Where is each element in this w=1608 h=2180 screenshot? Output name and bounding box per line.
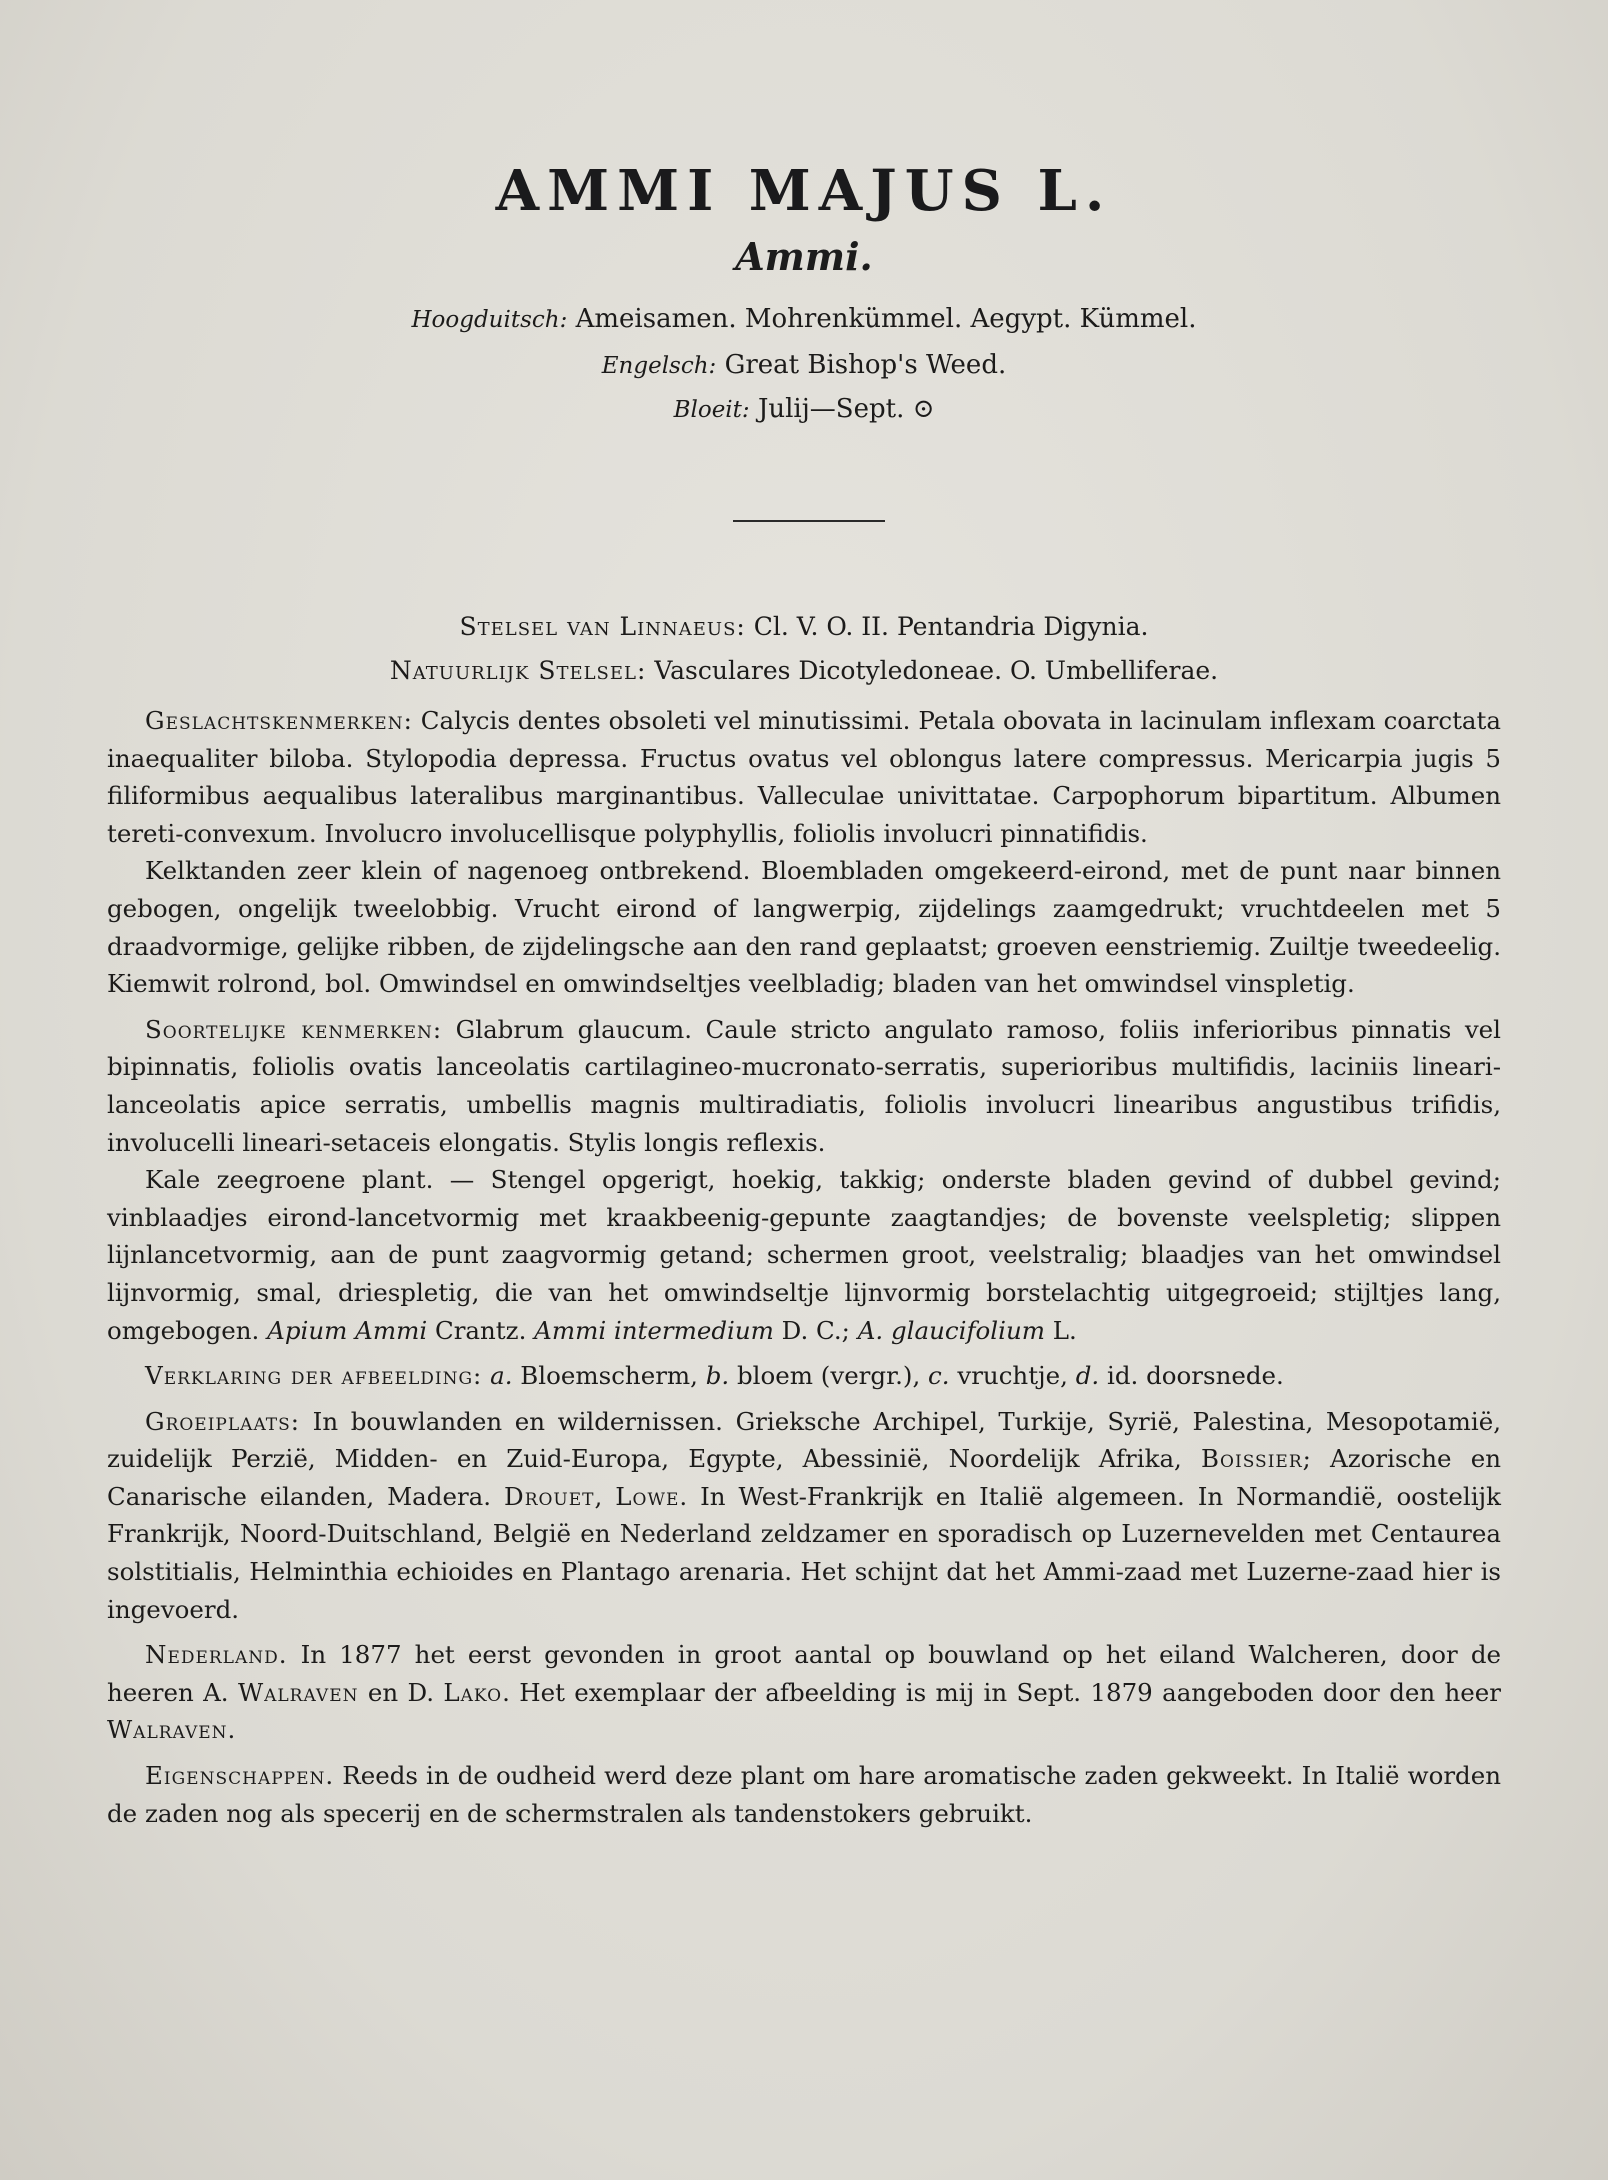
netherlands-text-1: In 1877 het eerst gevonden in groot aantal op bouwland op het eiland Walcheren, door de heeren A. <box>107 1640 1501 1707</box>
figure-explanation-label: Verklaring der afbeelding: <box>145 1361 483 1391</box>
figure-key-a-text: Bloemscherm, <box>520 1361 698 1391</box>
habitat-text-1: In bouwlanden en wildernissen. Grieksche Archipel, Turkije, Syrië, Palestina, Mesopotamië, zuidelijk Perzië, Midden- en Zuid-Europa, Egypte, Abessinië, Noordelijk Afrika, <box>107 1406 1501 1474</box>
habitat-paragraph <box>107 1403 1501 1629</box>
figure-key-b-text: bloem (vergr.), <box>737 1361 921 1391</box>
synonym-3: A. glaucifolium <box>857 1315 1045 1345</box>
netherlands-paragraph <box>107 1636 1501 1749</box>
netherlands-text-4: . <box>227 1715 236 1745</box>
synonym-2: Ammi intermedium <box>534 1315 774 1345</box>
habitat-name-2: Drouet <box>504 1481 595 1511</box>
figure-key-d: d. <box>1075 1361 1100 1391</box>
english-name: Great Bishop's Weed. <box>724 350 1007 380</box>
species-latin-paragraph <box>107 1011 1501 1161</box>
bloom-period: Julij—Sept. ⊙ <box>757 394 935 424</box>
bloom-label: Bloeit: <box>673 397 750 423</box>
figure-key-a: a. <box>490 1361 513 1391</box>
netherlands-text-2: en D. <box>367 1677 434 1707</box>
natural-value: Vasculares Dicotyledoneae. O. Umbelliferae. <box>654 656 1219 685</box>
genus-latin-paragraph <box>107 702 1501 852</box>
genus-dutch-paragraph: Kelktanden zeer klein of nagenoeg ontbrekend. Bloembladen omgekeerd-eirond, met de punt naar binnen gebogen, ongelijk tweelobbig. Vrucht eirond of langwerpig, zijdelings zaamgedrukt; vruchtdeelen met 5 draadvormige, gelijke ribben, de zijdelingsche aan den rand geplaatst; groeven eenstriemig. Zuiltje tweedeelig. Kiemwit rolrond, bol. Omwindsel en omwindseltjes veelbladig; bladen van het omwindsel vinspletig. <box>107 856 1501 999</box>
habitat-label: Groeiplaats: <box>145 1406 301 1436</box>
natural-label: Natuurlijk Stelsel: <box>389 656 647 685</box>
species-latin-text: Glabrum glaucum. Caule stricto angulato ramoso, foliis inferioribus pinnatis vel bipinnatis, foliolis ovatis lanceolatis cartilagineo-mucronato-serratis, superioribus multifidis, laciniis lineari-lanceolatis apice serratis, umbellis magnis multiradiatis, foliolis involucri linearibus angustibus trifidis, involucelli lineari-setaceis elongatis. Stylis longis reflexis. <box>107 1014 1502 1157</box>
german-label: Hoogduitsch: <box>411 307 568 333</box>
habitat-text-3: , <box>594 1481 603 1511</box>
netherlands-label: Nederland. <box>145 1640 288 1670</box>
species-dutch-paragraph <box>107 1161 1501 1349</box>
figure-key-b: b. <box>705 1361 730 1391</box>
netherlands-name-3: Walraven <box>107 1715 228 1745</box>
properties-label: Eigenschappen. <box>145 1761 335 1791</box>
common-name: Ammi. <box>735 234 873 279</box>
properties-text: Reeds in de oudheid werd deze plant om hare aromatische zaden gekweekt. In Italië worden de zaden nog als specerij en de schermstralen als tandenstokers gebruikt. <box>107 1761 1501 1828</box>
netherlands-name-1: Walraven <box>237 1677 359 1707</box>
habitat-name-1: Boissier <box>1201 1444 1303 1474</box>
english-name-line <box>0 350 1608 380</box>
genus-latin-text: Calycis dentes obsoleti vel minutissimi. Petala obovata in lacinulam inflexam coarctata inaequaliter biloba. Stylopodia depressa. Fructus ovatus vel oblongus latere compressus. Mericarpia jugis 5 filiformibus aequalibus lateralibus marginantibus. Valleculae univittatae. Carpophorum bipartitum. Albumen tereti-convexum. Involucro involucellisque polyphyllis, foliolis involucri pinnatifidis. <box>107 706 1501 848</box>
synonym-2-author: D. C.; <box>781 1315 850 1345</box>
german-names-line <box>0 304 1608 334</box>
linnaeus-label: Stelsel van Linnaeus: <box>459 612 746 641</box>
figure-key-d-text: id. doorsnede. <box>1107 1361 1284 1391</box>
habitat-text-2: ; Azorische en Canarische eilanden, Madera. <box>107 1444 1501 1511</box>
figure-explanation-paragraph <box>107 1357 1501 1395</box>
english-label: Engelsch: <box>601 353 717 379</box>
linnaeus-value: Cl. V. O. II. Pentandria Digynia. <box>753 612 1149 641</box>
figure-key-c-text: vruchtje, <box>957 1361 1068 1391</box>
genus-label: Geslachtskenmerken: <box>145 706 413 735</box>
netherlands-text-3: . Het exemplaar der afbeelding is mij in Sept. 1879 aangeboden door den heer <box>502 1677 1502 1707</box>
properties-paragraph <box>107 1757 1501 1832</box>
synonym-3-author: L. <box>1052 1315 1077 1345</box>
german-names: Ameisamen. Mohrenkümmel. Aegypt. Kümmel. <box>575 304 1197 334</box>
species-label: Soortelijke kenmerken: <box>145 1014 443 1044</box>
natural-system-line <box>0 656 1608 685</box>
linnaeus-system-line <box>0 612 1608 641</box>
synonym-1: Apium Ammi <box>267 1315 428 1345</box>
netherlands-name-2: Lako <box>443 1677 503 1707</box>
habitat-text-4: . In West-Frankrijk en Italië algemeen. In Normandië, oostelijk Frankrijk, Noord-Duitschland, België en Nederland zeldzamer en sporadisch op Luzernevelden met Centaurea solstitialis, Helminthia echioides en Plantago arenaria. Het schijnt dat het Ammi-zaad met Luzerne-zaad hier is ingevoerd. <box>107 1481 1501 1624</box>
synonym-1-author: Crantz. <box>434 1315 527 1345</box>
species-dutch-text: Kale zeegroene plant. — Stengel opgerigt, hoekig, takkig; onderste bladen gevind of dubbel gevind; vinblaadjes eirond-lancetvormig met kraakbeenig-gepunte zaagtandjes; de bovenste veelspletig; slippen lijnlancetvormig, aan de punt zaagvormig getand; schermen groot, veelstralig; blaadjes van het omwindsel lijnvormig, smal, driespletig, die van het omwindseltje lijnvormig borstelachtig uitgegroeid; stijltjes lang, omgebogen. <box>107 1165 1501 1345</box>
page-title: AMMI MAJUS L. <box>495 158 1113 224</box>
section-divider <box>733 520 885 522</box>
figure-key-c: c. <box>928 1361 950 1391</box>
habitat-name-3: Lowe <box>615 1481 680 1511</box>
description-body <box>107 702 1501 1840</box>
bloom-line <box>0 394 1608 424</box>
